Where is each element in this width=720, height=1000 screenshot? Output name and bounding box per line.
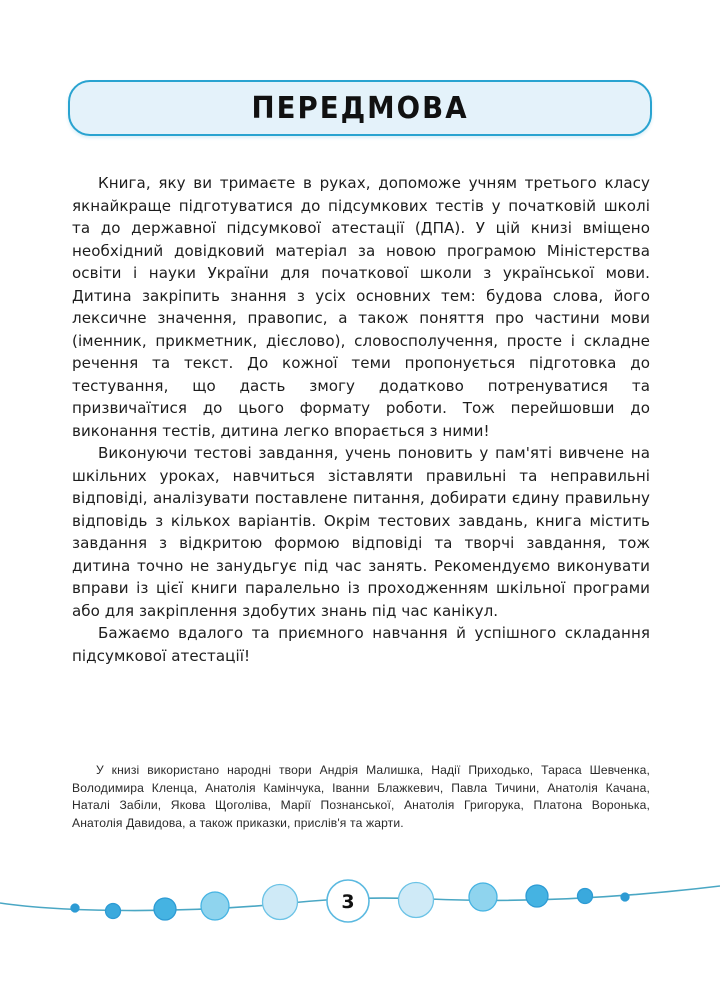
footer-dot xyxy=(526,885,548,907)
sources-footnote xyxy=(72,762,650,832)
footer-dot xyxy=(621,893,629,901)
footer-dot xyxy=(469,883,497,911)
page-number-text: 3 xyxy=(341,891,355,913)
footer-dot xyxy=(263,885,298,920)
chapter-title-banner xyxy=(68,80,652,136)
footer-dot xyxy=(201,892,229,920)
footer-decoration xyxy=(0,862,720,952)
page-title: ПЕРЕДМОВА xyxy=(251,90,469,126)
footnote-paragraph: У книзі використано народні твори Андрія Малишка, Надії Приходько, Тараса Шевченка, Володимира Кленца, Анатолія Камінчука, Іванни Блажкевич, Павла Тичини, Анатолія Качана, Наталі Забіли, Якова Щоголіва, Марії Познанської, Анатолія Григорука, Платона Воронька, Анатолія Давидова, а також приказки, прислів'я та жарти. xyxy=(72,763,650,830)
footer-dot xyxy=(399,883,434,918)
footer-dot xyxy=(71,904,79,912)
footer-wave-graphic xyxy=(0,862,720,952)
preface-body xyxy=(72,172,650,667)
body-paragraph: Бажаємо вдалого та приємного навчання й успішного складання підсумкової атестації! xyxy=(72,624,650,665)
footer-dot xyxy=(106,904,121,919)
body-paragraph: Виконуючи тестові завдання, учень поновить у пам'яті вивчене на шкільних уроках, навчиться зіставляти правильні та неправильні відповіді, аналізувати поставлене питання, добирати єдину правильну відповідь з кількох варіантів. Окрім тестових завдань, книга містить завдання з відкритою формою відповіді та творчі завдання, тож дитина точно не занудьгує під час занять. Рекомендуємо виконувати вправи із цієї книги паралельно із проходженням шкільної програми або для закріплення здобутих знань під час канікул. xyxy=(72,444,650,620)
body-paragraph: Книга, яку ви тримаєте в руках, допоможе учням третього класу якнайкраще підготуватися до підсумкових тестів у початковій школі та до державної підсумкової атестації (ДПА). У цій книзі вміщено необхідний довідковий матеріал за новою програмою Міністерства освіти і науки України для початкової школи з української мови. Дитина закріпить знання з усіх основних тем: будова слова, його лексичне значення, правопис, а також поняття про частини мови (іменник, прикметник, дієслово), словосполучення, просте і складне речення та текст. До кожної теми пропонується підготовка до тестування, що дасть змогу додатково потренуватися та призвичаїтися до цього формату роботи. Тож перейшовши до виконання тестів, дитина легко впорається з ними! xyxy=(72,174,650,440)
footer-dot xyxy=(578,889,593,904)
page-number-badge xyxy=(327,880,369,922)
footer-dot xyxy=(154,898,176,920)
